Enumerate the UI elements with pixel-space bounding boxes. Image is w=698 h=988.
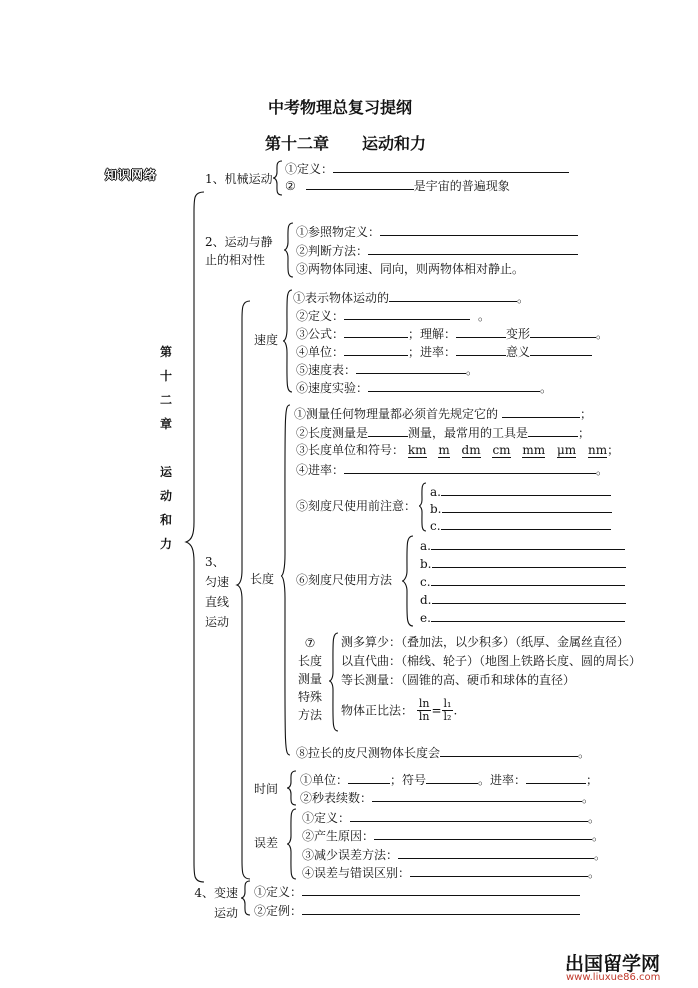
side-char: 二 xyxy=(159,393,172,407)
section-3-brace xyxy=(236,300,252,880)
speed-label: 速度 xyxy=(254,333,279,347)
section-2-brace xyxy=(283,222,295,278)
side-char: 和 xyxy=(159,513,172,527)
formula-right: $\frac{\text{l₁}}{\text{l₂}}$ xyxy=(443,697,452,723)
unit-km: km xyxy=(407,443,427,457)
section-2-label: 2、运动与静 止的相对性 xyxy=(205,235,273,267)
speed-item-1: ①表示物体运动的 。 xyxy=(293,291,530,305)
method-proportional: 物体正比法： $\frac{\ln}{\ln}$ = $\frac{\text{l₁}}{\text{l₂}}$ . xyxy=(341,697,458,723)
method-straighten: 以直代曲：（棉线、轮子）（地图上铁路长度、圆的周长） xyxy=(341,654,642,668)
error-item-2: ②产生原因： 。 xyxy=(302,829,605,843)
length-item-2: ②长度测量是 测量，最常用的工具是 ； xyxy=(296,426,591,440)
section-4-label: 4、变速 运动 xyxy=(194,886,238,920)
variable-motion-example: ②定例： xyxy=(254,903,580,918)
error-item-4: ④误差与错误区别： 。 xyxy=(302,866,601,880)
speed-item-6: ⑥速度实验： 。 xyxy=(296,381,553,395)
method-stack: 测多算少：（叠加法，以少积多）（纸厚、金属丝直径） xyxy=(341,635,630,649)
side-char: 运 xyxy=(159,465,172,479)
length-item-4: ④进率： 。 xyxy=(296,463,609,477)
usage-a: a. xyxy=(420,538,625,553)
time-item-2: ②秒表续数： 。 xyxy=(300,791,595,805)
reference-object-definition: ①参照物定义： xyxy=(296,224,578,239)
pre-use-c: c. xyxy=(430,518,611,533)
judgement-method: ②判断方法： xyxy=(296,243,578,258)
side-char: 十 xyxy=(159,369,172,383)
time-brace xyxy=(286,770,298,806)
error-item-1: ①定义： 。 xyxy=(302,811,601,825)
length-item-3: ③长度单位和符号： km m dm cm mm μm nm； xyxy=(296,443,620,457)
length-label: 长度 xyxy=(250,572,275,586)
side-char: 第 xyxy=(159,345,172,359)
knowledge-network-badge: 知识网络 xyxy=(105,168,158,182)
length-item-8: ⑧拉长的皮尺测物体长度会 。 xyxy=(296,746,591,760)
length-brace xyxy=(280,404,292,756)
unit-um: μm xyxy=(556,443,577,457)
speed-item-4: ④单位： ；进率： 意义 xyxy=(296,344,592,359)
ruler-usage-brace xyxy=(401,535,415,627)
section-3-label: 3、 匀速 直线 运动 xyxy=(205,555,230,629)
watermark-title: 出国留学网 xyxy=(565,953,661,975)
speed-item-3: ③公式： ；理解： 变形 。 xyxy=(296,327,609,341)
variable-motion-definition: ①定义： xyxy=(254,884,580,899)
special-methods-brace xyxy=(328,632,340,732)
length-item-5: ⑤刻度尺使用前注意： xyxy=(296,499,417,513)
unit-dm: dm xyxy=(461,443,481,457)
main-brace xyxy=(186,192,206,882)
relative-rest-rule: ③两物体同速、同向，则两物体相对静止。 xyxy=(296,262,525,276)
unit-m: m xyxy=(438,443,450,457)
ruler-pre-use-brace xyxy=(418,482,428,532)
side-char: 力 xyxy=(159,537,172,551)
usage-c: c. xyxy=(420,574,625,589)
side-char: 动 xyxy=(159,489,172,503)
usage-b: b. xyxy=(420,556,626,571)
method-equal-length: 等长测量：（圆锥的高、硬币和球体的直径） xyxy=(341,673,576,687)
section-1-phenomenon: ② 是宇宙的普遍现象 xyxy=(285,179,510,193)
unit-cm: cm xyxy=(492,443,511,457)
watermark-url: www.liuxue86.com xyxy=(566,972,661,983)
error-item-3: ③减少误差方法： 。 xyxy=(302,848,607,862)
side-label xyxy=(158,340,174,556)
length-item-1: ①测量任何物理量都必须首先规定它的 ； xyxy=(294,407,593,421)
page-title: 中考物理总复习提纲 xyxy=(268,98,413,117)
side-char: 章 xyxy=(159,417,172,431)
special-methods-label: ⑦ 长度 测量 特殊 方法 xyxy=(297,636,322,722)
length-item-6: ⑥刻度尺使用方法 xyxy=(296,573,393,587)
speed-item-2: ②定义： 。 xyxy=(296,309,491,323)
chapter-number: 第十二章 xyxy=(265,134,330,153)
section-1-brace xyxy=(272,160,284,196)
usage-d: d. xyxy=(420,592,626,607)
time-label: 时间 xyxy=(254,782,279,796)
chapter-name: 运动和力 xyxy=(362,134,427,153)
pre-use-b: b. xyxy=(430,501,612,516)
section-1-definition: ①定义： xyxy=(285,161,569,176)
usage-e: e. xyxy=(420,610,625,625)
unit-nm: nm xyxy=(587,443,608,457)
time-item-1: ①单位： ；符号 。进率： ； xyxy=(300,773,599,787)
unit-mm: mm xyxy=(522,443,546,457)
speed-item-5: ⑤速度表： 。 xyxy=(296,363,479,377)
error-label: 误差 xyxy=(254,836,279,850)
error-brace xyxy=(286,808,298,880)
formula-left: $\frac{\ln}{\ln}$ xyxy=(418,697,430,723)
pre-use-a: a. xyxy=(430,484,611,499)
section-1-label: 1、机械运动 xyxy=(205,172,273,186)
section-4-brace xyxy=(240,880,252,916)
